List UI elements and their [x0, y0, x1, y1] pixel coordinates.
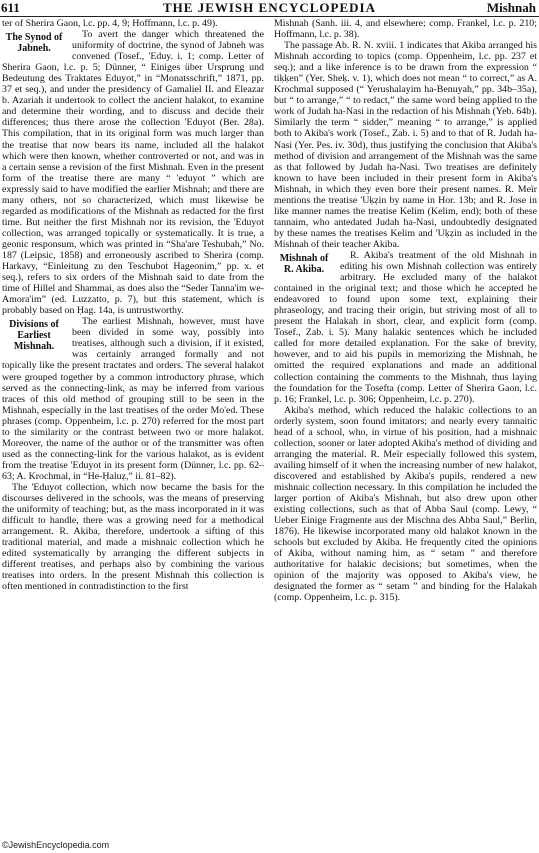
paragraph: To avert the danger which threatened the uniformity of doctrine, the synod of Jabneh was convened (Tosef., 'Eduy. i. 1; comp. Letter of Sherira Gaon, l.c. p. 5; Dünner, “ Einiges über Ursprung und Bedeutung des Traktates Eduyot,” in “Monatsschrift,” 1871, pp. 37 et seq.), and under the presidency of Gamaliel II. and Eleazar b. Azariah it undertook to collect the ancient halakot, to examine and determine their wording, and to discuss and decide their differences; thus there arose the collection 'Eduyot (Ber. 28a). This compilation, that in its original form was much larger than the treatise that now bears its name, included all the halakot which were then known, whether controverted or not, and was in a certain sense a revision of the first Mishnah. Even in the present form of the treatise there are many “ 'eduyot ” which are expressly said to have modified the earlier Mishnah; and there are many others, not so characterized, which must likewise be regarded as modifications of the Mishnah as redacted for the first time. But neither the first Mishnah nor its revision, the 'Eduyot collection, was arranged topically or systematically. It is true, a geonic responsum, which was printed in “Sha'are Teshubah,” No. 187 (Leipsic, 1858) and erroneously ascribed to Sherira (comp. Harkavy, “Einleitung zu den Teschubot Hageonim,” pp. x. et seq.), refers to six orders of the Mishnah said to date from the time of Hillel and Shammai, as does also the “Seder Tanna'im we-Amora'im” (ed. Luzzatto, p. 7), but this statement, which is probably based on Ḥag. 14a, is untrustworthy. — [2, 29, 264, 317]
sidenote-divisions-of-earliest-mishnah: Divisions of Earliest Mishnah. — [9, 319, 59, 353]
sidenote-mishnah-of-r-akiba: Mishnah of R. Akiba. — [279, 252, 329, 275]
header-rule — [0, 16, 539, 17]
sidenote-synod-of-jabneh: The Synod of Jabneh. — [5, 32, 63, 55]
watermark-footer: ©JewishEncyclopedia.com — [2, 840, 110, 850]
running-title: THE JEWISH ENCYCLOPEDIA — [163, 0, 376, 15]
page-header — [0, 0, 539, 15]
paragraph: The passage Ab. R. N. xviii. 1 indicates that Akiba arranged his Mishnah according to topics (comp. Oppenheim, l.c. pp. 237 et seq.); and a like inference is to be drawn from the expression “ tiḳḳen” (Yer. Sheḳ. v. 1), which does not mean “ to correct,” as A. Krochmal supposed (“ Yerushalayim ha-Benuyah,” pp. 34b–35a), but “ to arrange,” “ to redact,” the same word being applied to the work of Judah ha-Nasi in the redaction of his Mishnah (Yeb. 64b). Similarly the term “ sidder,” meaning “ to arrange,” is applied both to Akiba's work (Tosef., Zab. i. 5) and to that of R. Judah ha-Nasi (Yer. Pes. iv. 30d), thus justifying the conclusion that Akiba's method of division and arrangement of the Mishnah was the same as that followed by Judah ha-Nasi. Two treatises are definitely known to have been included in their present form in Akiba's Mishnah, in which they even bore their present names. R. Meïr mentions the treatise 'Uḳẓin by name in Hor. 13b; and R. Jose in like manner names the treatise Kelim (Kelim, end); both of these tannaim, who antedated Judah ha-Nasi, undoubtedly designated by these names the treatises Kelim and 'Uḳẓin as included in the Mishnah of their teacher Akiba. — [274, 40, 537, 250]
paragraph: Akiba's method, which reduced the halakic collections to an orderly system, soon found imitators; and nearly every tannaitic head of a school, who, in virtue of his position, had a mishnaic collection, sooner or later adopted Akiba's method of dividing and arranging the material. R. Meïr especially followed this system, availing himself of it when the increasing number of new halakot, discovered and established by Akiba's pupils, rendered a new mishnaic collection necessary. In this compilation he included the larger portion of Akiba's Mishnah, but also drew upon other existing collections, such as that of Abba Saul (comp. Lewy, “ Ueber Einige Fragmente aus der Mischna des Abba Saul,” Berlin, 1876). He likewise incorporated many old halakot known in the schools but excluded by Akiba. He frequently cited the opinions of Akiba, without naming him, as “ setam ” and therefore authoritative for halakic decisions; but sometimes, when the opinion of the majority was opposed to Akiba's view, he designated the former as “ setam ” and binding for the Halakah (comp. Oppenheim, l.c. p. 315). — [274, 404, 537, 604]
paragraph: The earliest Mishnah, however, must have been divided in some way, possibly into treatises, although such a division, if it existed, was certainly arranged formally and not topically like the present tractates and orders. The several halakot were grouped together by a common introductory phrase, which served as the connecting-link, as may be inferred from various traces of this old method of grouping still to be seen in the Mishnah, especially in the last treatises of the order Mo'ed. These phrases (comp. Oppenheim, l.c. p. 270) referred for the most part to the similarity or the contrast between two or more halakot. Moreover, the name of the author or of the transmitter was often used as the connecting-link for the various halakot, as is evident from the treatise 'Eduyot in its present form (Dünner, l.c. pp. 62–63; A. Krochmal, in “He-Ḥaluẓ,” ii. 81–82). — [2, 316, 264, 482]
page-number: 611 — [1, 0, 20, 15]
paragraph: R. Akiba's treatment of the old Mishnah in editing his own Mishnah collection was entirely arbitrary. He excluded many of the halakot contained in the original text; and those which he accepted he endeavored to found upon some text, explaining their phraseology, and tracing their origin, but striving most of all to present the Halakah in short, clear, and explicit form (comp. Tosef., Zab. i. 5). Many halakic sentences which he included called for more detailed explanation. For the sake of brevity, however, and to aid his pupils in memorizing the Mishnah, he omitted the required explanations and made an additional collection containing the comments to the Mishnah, thus laying the foundation for the Tosefta (comp. Letter of Sherira Gaon, l.c. p. 16; Frankel, l.c. p. 306; Oppenheim, l.c. p. 270). — [274, 249, 537, 405]
running-headword: Mishnah — [486, 0, 536, 15]
paragraph: Mishnah (Sanh. iii. 4, and elsewhere; comp. Frankel, l.c. p. 210; Hoffmann, l.c. p. 38). — [274, 18, 537, 41]
paragraph: The 'Eduyot collection, which now became the basis for the discourses delivered in the schools, was the means of preserving the uniformity of teaching; but, as the mass incorporated in it was difficult to handle, there was a growing need for a methodical arrangement. R. Akiba, therefore, undertook a sifting of this traditional material, and made a mishnaic collection which he edited systematically by arranging the different subjects in different treatises, and perhaps also by combining the various treatises into orders. In the present Mishnah this collection is often mentioned in contradistinction to the first — [2, 481, 264, 593]
paragraph: ter of Sherira Gaon, l.c. pp. 4, 9; Hoffmann, l.c. p. 49). — [2, 18, 218, 29]
right-column — [274, 18, 537, 836]
left-column — [2, 18, 264, 836]
